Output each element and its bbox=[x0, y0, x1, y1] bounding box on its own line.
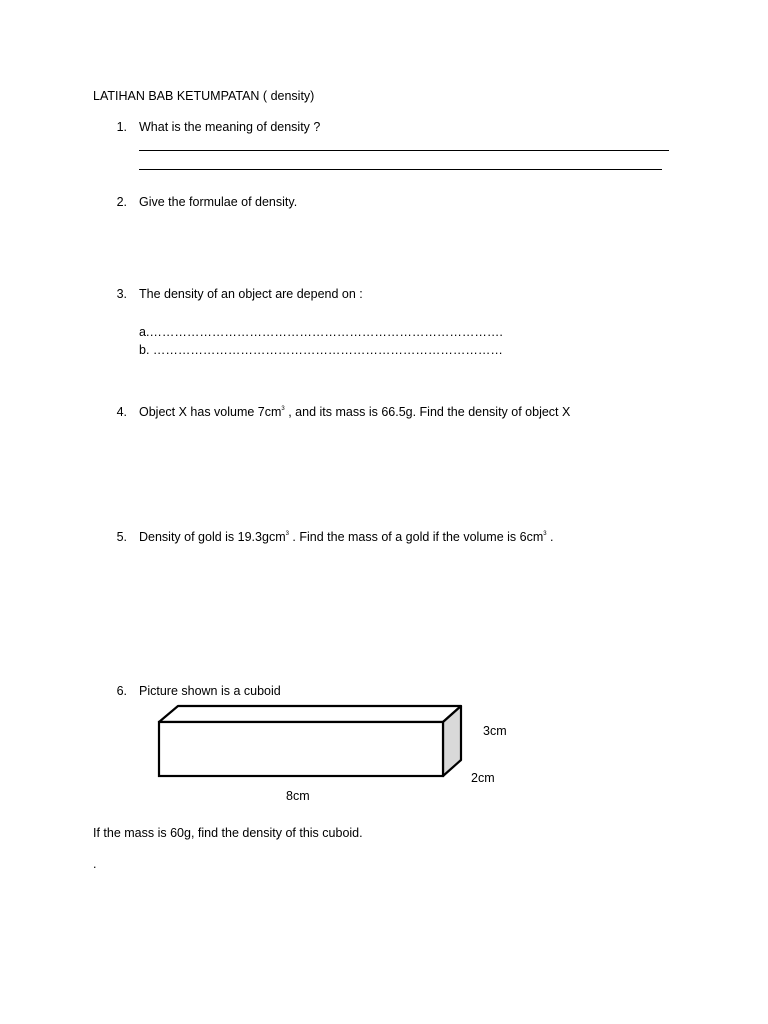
question-3-text: The density of an object are depend on : bbox=[139, 287, 363, 301]
question-1-number: 1. bbox=[116, 120, 127, 134]
question-2-number: 2. bbox=[116, 195, 127, 209]
question-5-superscript-2: 3 bbox=[543, 531, 547, 537]
cuboid-length-label: 8cm bbox=[286, 789, 310, 803]
question-1-text: What is the meaning of density ? bbox=[139, 120, 321, 134]
question-3-option-b: b. ………………………………………………………………………… bbox=[139, 343, 503, 357]
cuboid-depth-label: 2cm bbox=[471, 771, 495, 785]
answer-line-2 bbox=[139, 169, 662, 170]
question-5-number: 5. bbox=[116, 530, 127, 544]
worksheet-title: LATIHAN BAB KETUMPATAN ( density) bbox=[93, 89, 315, 103]
answer-line-1 bbox=[139, 150, 669, 151]
question-5-superscript-1: 3 bbox=[285, 531, 289, 537]
question-4-text-start: Object X has volume 7cm bbox=[139, 405, 282, 419]
question-3-number: 3. bbox=[116, 287, 127, 301]
question-4-number: 4. bbox=[116, 405, 127, 419]
trailing-mark: . bbox=[93, 857, 97, 871]
cuboid-front-face bbox=[159, 722, 443, 776]
question-5-text-middle: . Find the mass of a gold if the volume is 6cm bbox=[288, 530, 544, 544]
cuboid-height-label: 3cm bbox=[483, 724, 507, 738]
question-2-text: Give the formulae of density. bbox=[139, 195, 298, 209]
question-4-superscript: 3 bbox=[281, 406, 285, 412]
question-3-option-a: a.…………………………………………………………………………. bbox=[139, 325, 503, 339]
cuboid-side-face bbox=[443, 706, 461, 776]
question-4-text bbox=[139, 406, 570, 419]
final-question-text: If the mass is 60g, find the density of this cuboid. bbox=[93, 826, 363, 840]
question-4-text-end: , and its mass is 66.5g. Find the density of object X bbox=[284, 405, 571, 419]
cuboid-top-face bbox=[159, 706, 461, 722]
question-5-text-start: Density of gold is 19.3gcm bbox=[139, 530, 286, 544]
question-6-text: Picture shown is a cuboid bbox=[139, 684, 281, 698]
question-5-text-end: . bbox=[546, 530, 554, 544]
question-6-number: 6. bbox=[116, 684, 127, 698]
question-5-text bbox=[139, 531, 554, 544]
